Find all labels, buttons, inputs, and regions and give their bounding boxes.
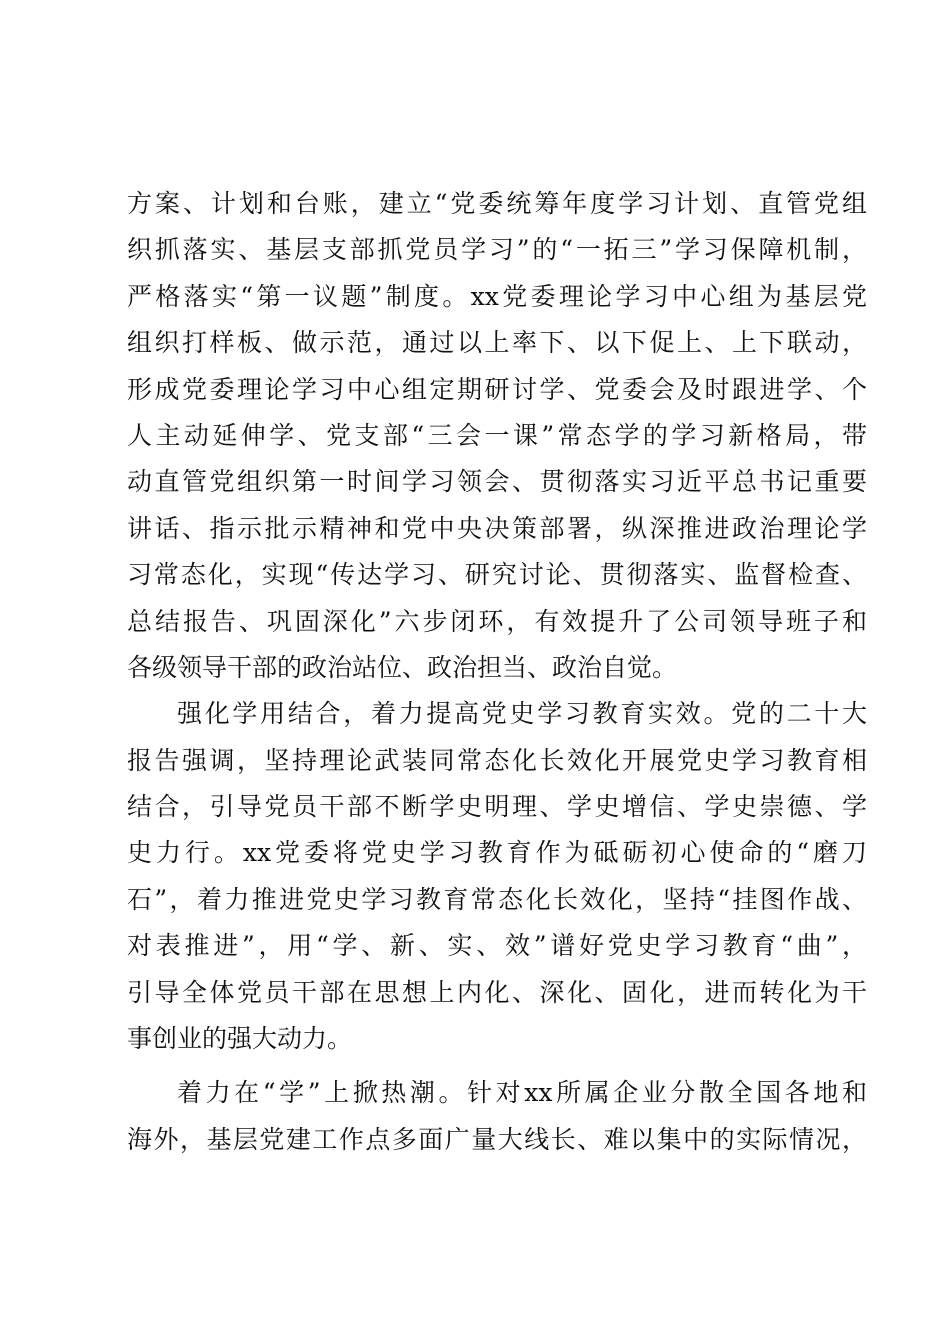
paragraph-line: 着力在“学”上掀热潮。针对xx所属企业分散全国各地和: [177, 1078, 867, 1108]
paragraph-line: 结合，引导党员干部不断学史明理、学史增信、学史崇德、学: [127, 792, 867, 822]
paragraph-2: [127, 691, 867, 1062]
paragraph-3: [127, 1070, 867, 1163]
paragraph-line: 织抓落实、基层支部抓党员学习”的“一拓三”学习保障机制，: [127, 235, 867, 265]
paragraph-line: 动直管党组织第一时间学习领会、贯彻落实习近平总书记重要: [127, 467, 867, 497]
paragraph-line: 组织打样板、做示范，通过以上率下、以下促上、上下联动，: [127, 328, 867, 358]
paragraph-line: 人主动延伸学、党支部“三会一课”常态学的学习新格局，带: [127, 420, 867, 450]
paragraph-line: 强化学用结合，着力提高党史学习教育实效。党的二十大: [177, 699, 867, 729]
paragraph-line: 对表推进”，用“学、新、实、效”谱好党史学习教育“曲”，: [127, 931, 867, 961]
paragraph-line: 事创业的强大动力。: [127, 1024, 353, 1054]
paragraph-line: 各级领导干部的政治站位、政治担当、政治自觉。: [127, 652, 678, 682]
paragraph-line: 形成党委理论学习中心组定期研讨学、党委会及时跟进学、个: [127, 374, 867, 404]
paragraph-1: [127, 181, 867, 691]
paragraph-line: 石”，着力推进党史学习教育常态化长效化，坚持“挂图作战、: [127, 884, 867, 914]
paragraph-line: 史力行。xx党委将党史学习教育作为砥砺初心使命的“磨刀: [127, 838, 867, 868]
paragraph-line: 习常态化，实现“传达学习、研究讨论、贯彻落实、监督检查、: [127, 560, 867, 590]
paragraph-line: 讲话、指示批示精神和党中央决策部署，纵深推进政治理论学: [127, 513, 867, 543]
paragraph-line: 方案、计划和台账，建立“党委统筹年度学习计划、直管党组: [127, 189, 867, 218]
paragraph-spacer: [127, 1062, 867, 1070]
paragraph-line: 引导全体党员干部在思想上内化、深化、固化，进而转化为干: [127, 977, 867, 1007]
document-body: [127, 181, 867, 1163]
paragraph-line: 报告强调，坚持理论武装同常态化长效化开展党史学习教育相: [127, 745, 867, 775]
paragraph-line: 海外，基层党建工作点多面广量大线长、难以集中的实际情况，: [127, 1124, 867, 1154]
paragraph-line: 总结报告、巩固深化”六步闭环，有效提升了公司领导班子和: [127, 606, 867, 636]
paragraph-line: 严格落实“第一议题”制度。xx党委理论学习中心组为基层党: [127, 281, 867, 311]
